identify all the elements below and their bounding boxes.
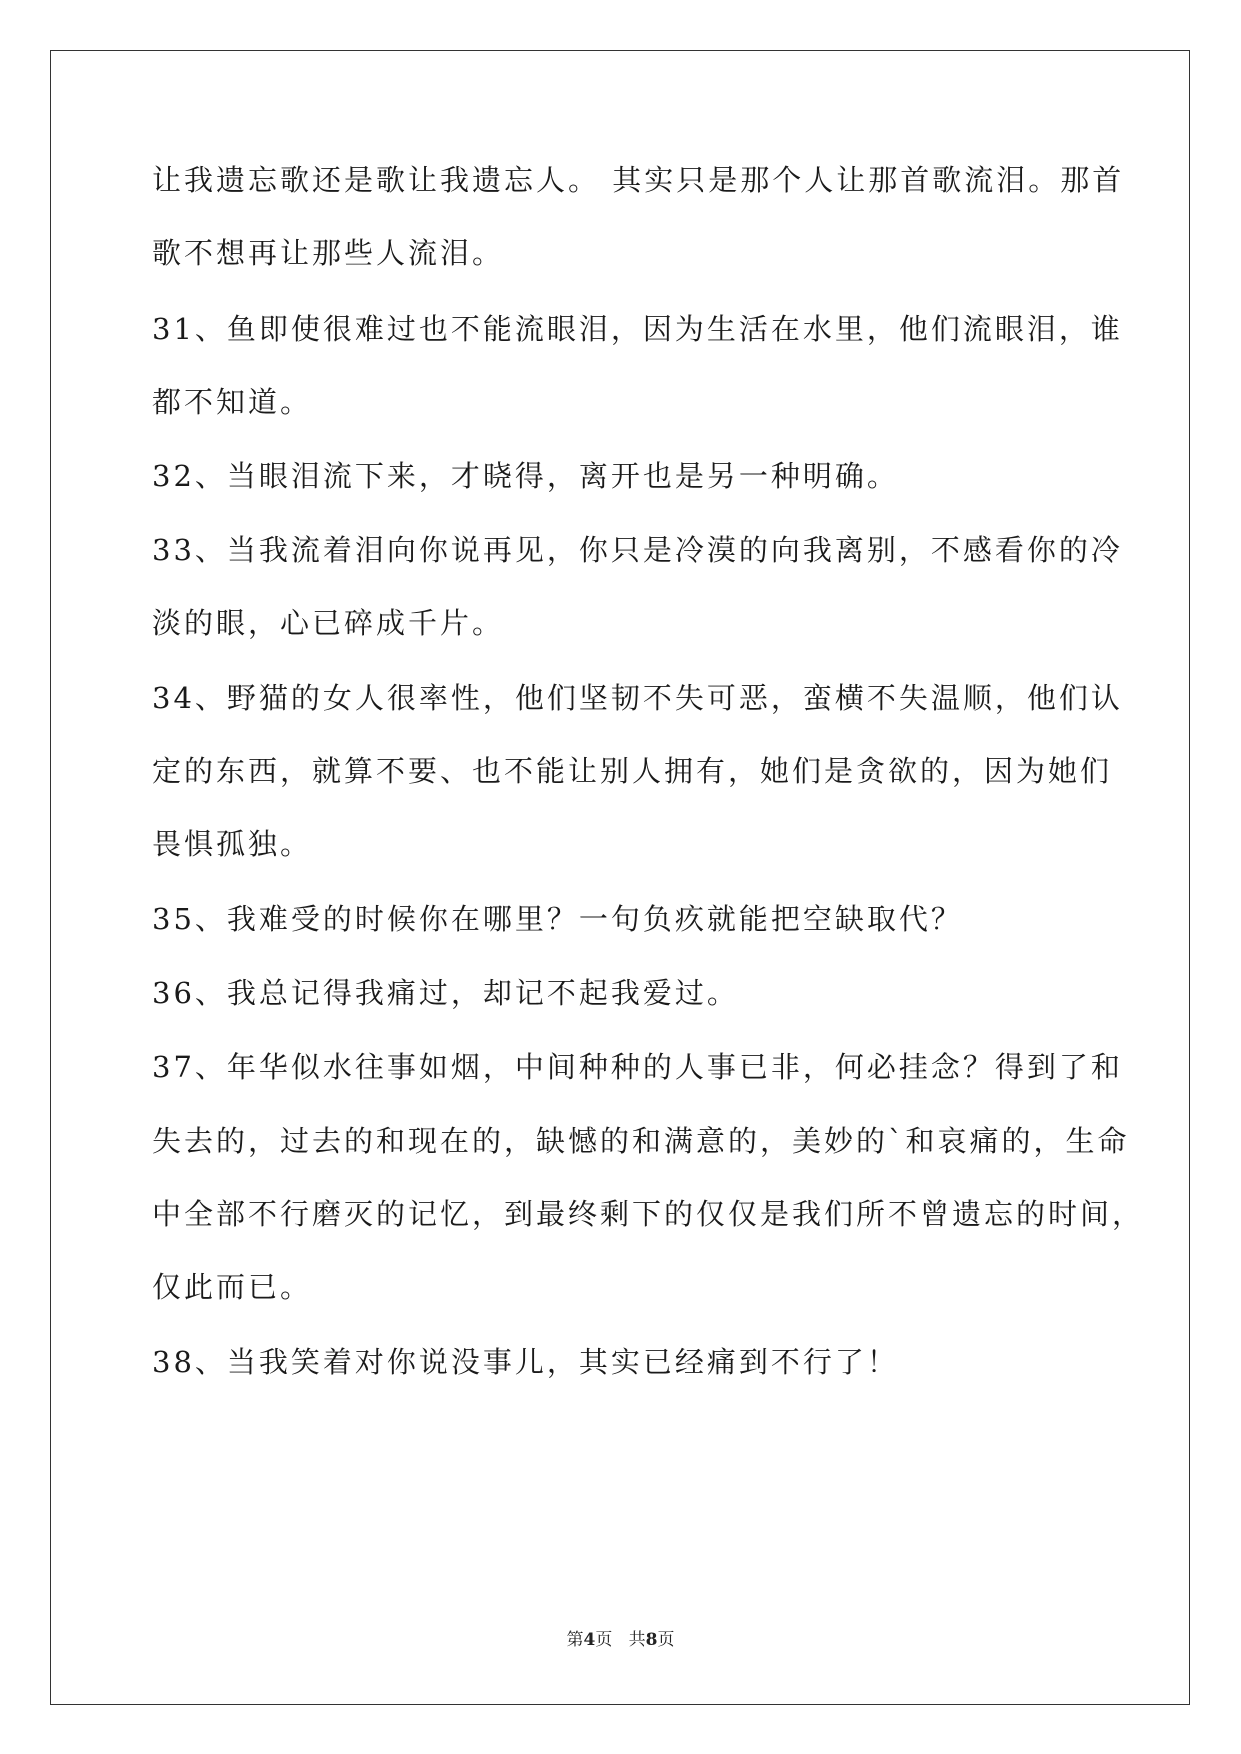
text-line: 36、我总记得我痛过，却记不起我爱过。 <box>152 976 739 1010</box>
text-line: 35、我难受的时候你在哪里？一句负疚就能把空缺取代？ <box>152 902 963 936</box>
text-line: 中全部不行磨灭的记忆，到最终剩下的仅仅是我们所不曾遗忘的时间， <box>152 1197 1145 1231</box>
page-border <box>50 50 1190 1705</box>
current-page: 4 <box>583 1630 596 1650</box>
text-line: 31、鱼即使很难过也不能流眼泪，因为生活在水里，他们流眼泪，谁 <box>152 312 1123 346</box>
text-line: 37、年华似水往事如烟，中间种种的人事已非，何必挂念？得到了和 <box>152 1050 1123 1084</box>
text-line: 歌不想再让那些人流泪。 <box>152 236 505 270</box>
text-line: 失去的，过去的和现在的，缺憾的和满意的，美妙的`和哀痛的，生命 <box>152 1124 1130 1158</box>
text-line: 畏惧孤独。 <box>152 827 313 861</box>
page-prefix: 第 <box>566 1630 584 1650</box>
text-line: 33、当我流着泪向你说再见，你只是冷漠的向我离别，不感看你的冷 <box>152 533 1123 567</box>
text-line: 34、野猫的女人很率性，他们坚韧不失可恶，蛮横不失温顺，他们认 <box>152 681 1123 715</box>
text-line: 淡的眼，心已碎成千片。 <box>152 606 505 640</box>
page-number <box>0 1628 1241 1652</box>
text-line: 定的东西，就算不要、也不能让别人拥有，她们是贪欲的，因为她们 <box>152 754 1113 788</box>
text-line: 让我遗忘歌还是歌让我遗忘人。 其实只是那个人让那首歌流泪。那首 <box>152 163 1125 197</box>
text-line: 仅此而已。 <box>152 1270 313 1304</box>
text-line: 32、当眼泪流下来，才晓得，离开也是另一种明确。 <box>152 459 899 493</box>
total-pages: 8 <box>645 1630 658 1650</box>
total-suffix: 页 <box>657 1630 675 1650</box>
page-suffix: 页 <box>595 1630 613 1650</box>
text-line: 都不知道。 <box>152 385 313 419</box>
total-prefix: 共 <box>628 1630 646 1650</box>
text-line: 38、当我笑着对你说没事儿，其实已经痛到不行了！ <box>152 1345 899 1379</box>
